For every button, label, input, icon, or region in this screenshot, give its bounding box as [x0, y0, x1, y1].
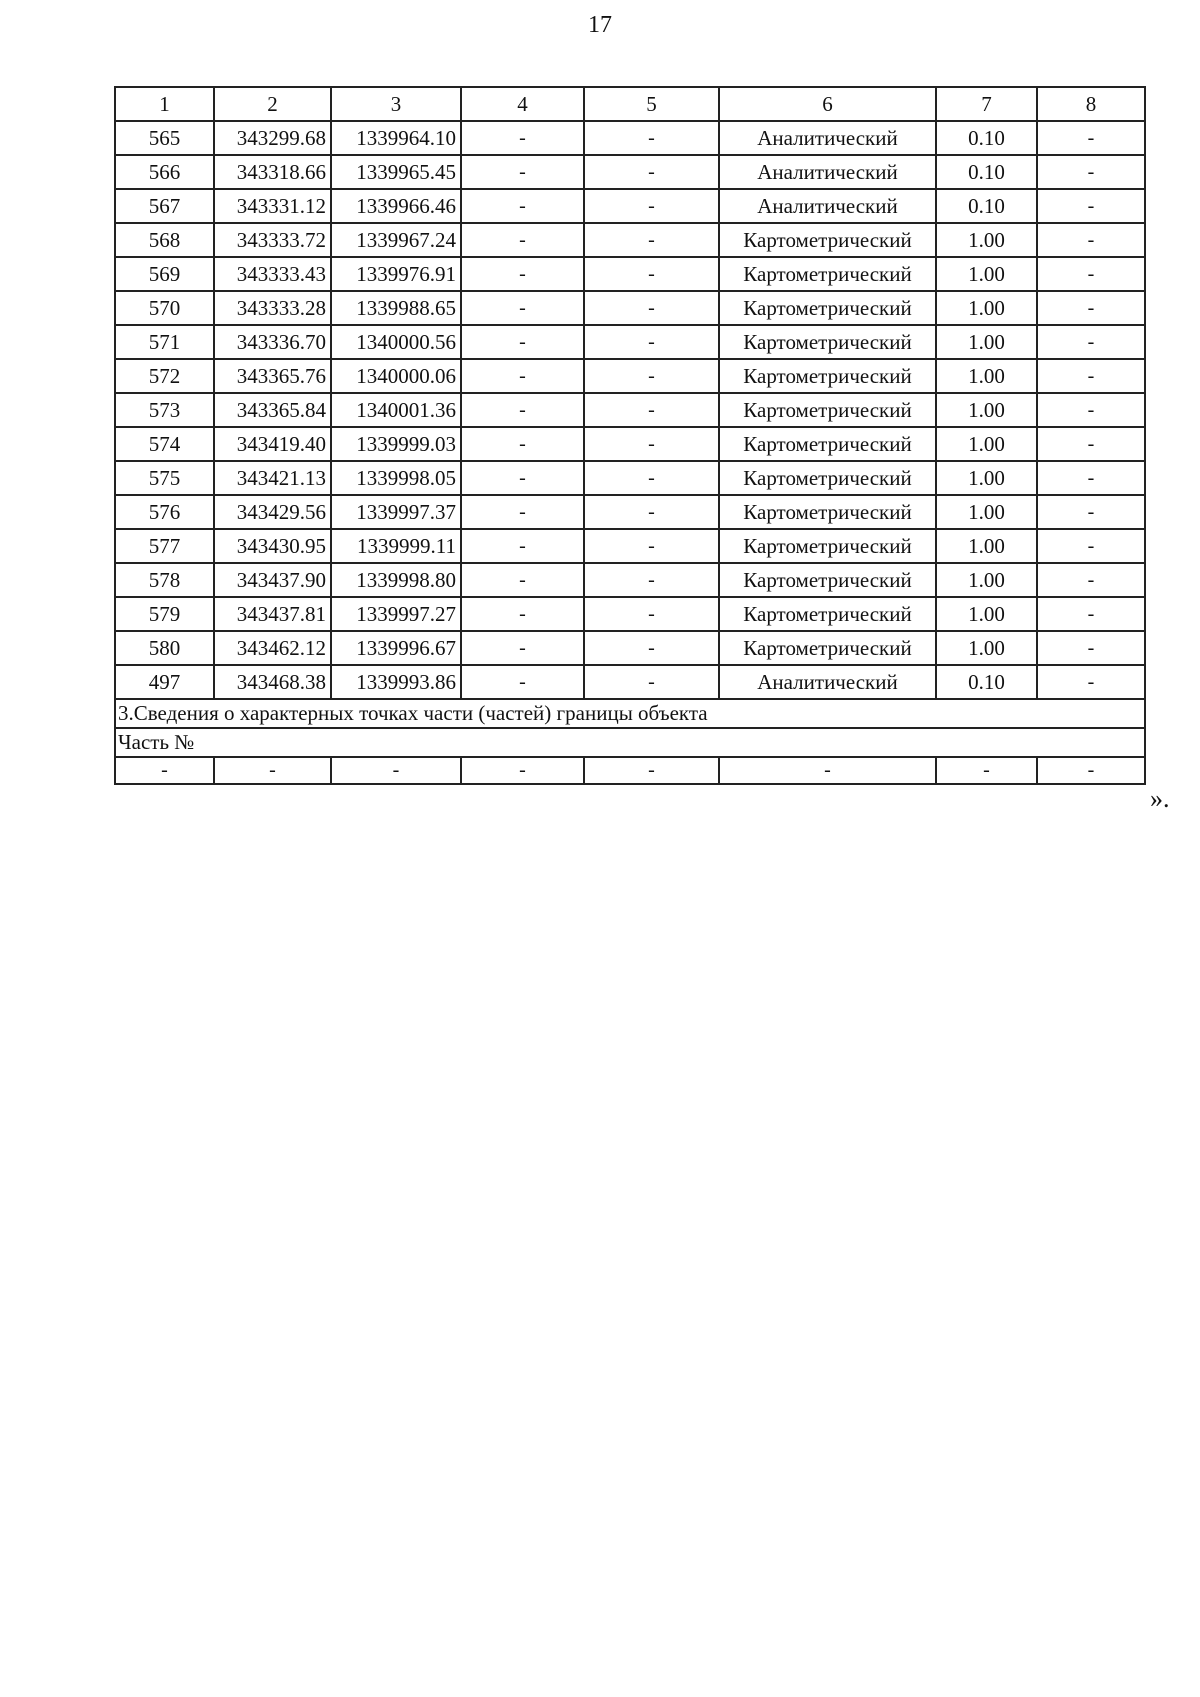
col4-cell: - — [461, 495, 584, 529]
y-coordinate-cell: 1340000.56 — [331, 325, 461, 359]
point-number-cell: 578 — [115, 563, 214, 597]
col8-cell: - — [1037, 223, 1145, 257]
col5-cell: - — [584, 359, 719, 393]
col8-cell: - — [1037, 189, 1145, 223]
header-cell: 5 — [584, 87, 719, 121]
table-row — [115, 427, 1145, 461]
col4-cell: - — [461, 291, 584, 325]
method-cell: Аналитический — [719, 155, 936, 189]
col4-cell: - — [461, 665, 584, 699]
col8-cell: - — [1037, 155, 1145, 189]
method-cell: Картометрический — [719, 393, 936, 427]
col8-cell: - — [1037, 563, 1145, 597]
accuracy-cell: 1.00 — [936, 223, 1037, 257]
accuracy-cell: 1.00 — [936, 325, 1037, 359]
point-number-cell: 574 — [115, 427, 214, 461]
header-cell: 8 — [1037, 87, 1145, 121]
header-row — [115, 87, 1145, 121]
x-coordinate-cell: 343421.13 — [214, 461, 331, 495]
method-cell: Картометрический — [719, 291, 936, 325]
x-coordinate-cell: 343333.43 — [214, 257, 331, 291]
table-row — [115, 597, 1145, 631]
col5-cell: - — [584, 393, 719, 427]
col8-cell: - — [1037, 393, 1145, 427]
accuracy-cell: 0.10 — [936, 155, 1037, 189]
table-row — [115, 631, 1145, 665]
y-coordinate-cell: 1339998.80 — [331, 563, 461, 597]
point-number-cell: 577 — [115, 529, 214, 563]
header-cell: 1 — [115, 87, 214, 121]
table-row — [115, 121, 1145, 155]
col8-cell: - — [1037, 529, 1145, 563]
header-cell: 2 — [214, 87, 331, 121]
point-number-cell: 567 — [115, 189, 214, 223]
table-row — [115, 155, 1145, 189]
accuracy-cell: 1.00 — [936, 597, 1037, 631]
col4-cell: - — [461, 597, 584, 631]
coordinates-table — [114, 86, 1146, 785]
col4-cell: - — [461, 529, 584, 563]
method-cell: Картометрический — [719, 529, 936, 563]
empty-cell: - — [461, 757, 584, 784]
col5-cell: - — [584, 665, 719, 699]
col5-cell: - — [584, 291, 719, 325]
table-row — [115, 325, 1145, 359]
accuracy-cell: 1.00 — [936, 291, 1037, 325]
accuracy-cell: 1.00 — [936, 631, 1037, 665]
method-cell: Аналитический — [719, 665, 936, 699]
col4-cell: - — [461, 359, 584, 393]
point-number-cell: 568 — [115, 223, 214, 257]
col5-cell: - — [584, 121, 719, 155]
table-row — [115, 665, 1145, 699]
x-coordinate-cell: 343333.72 — [214, 223, 331, 257]
col5-cell: - — [584, 597, 719, 631]
col4-cell: - — [461, 427, 584, 461]
x-coordinate-cell: 343365.84 — [214, 393, 331, 427]
col8-cell: - — [1037, 359, 1145, 393]
x-coordinate-cell: 343419.40 — [214, 427, 331, 461]
empty-cell: - — [214, 757, 331, 784]
col8-cell: - — [1037, 257, 1145, 291]
method-cell: Аналитический — [719, 189, 936, 223]
section-title: 3.Сведения о характерных точках части (частей) границы объекта — [115, 699, 1145, 728]
y-coordinate-cell: 1339999.11 — [331, 529, 461, 563]
col5-cell: - — [584, 155, 719, 189]
x-coordinate-cell: 343430.95 — [214, 529, 331, 563]
col5-cell: - — [584, 631, 719, 665]
method-cell: Картометрический — [719, 597, 936, 631]
point-number-cell: 575 — [115, 461, 214, 495]
col8-cell: - — [1037, 461, 1145, 495]
table-row — [115, 563, 1145, 597]
y-coordinate-cell: 1339976.91 — [331, 257, 461, 291]
method-cell: Картометрический — [719, 257, 936, 291]
col8-cell: - — [1037, 597, 1145, 631]
col4-cell: - — [461, 325, 584, 359]
y-coordinate-cell: 1340000.06 — [331, 359, 461, 393]
point-number-cell: 569 — [115, 257, 214, 291]
col5-cell: - — [584, 325, 719, 359]
y-coordinate-cell: 1339964.10 — [331, 121, 461, 155]
table-row — [115, 223, 1145, 257]
accuracy-cell: 1.00 — [936, 495, 1037, 529]
header-cell: 3 — [331, 87, 461, 121]
point-number-cell: 497 — [115, 665, 214, 699]
accuracy-cell: 0.10 — [936, 189, 1037, 223]
x-coordinate-cell: 343437.90 — [214, 563, 331, 597]
method-cell: Аналитический — [719, 121, 936, 155]
col8-cell: - — [1037, 495, 1145, 529]
x-coordinate-cell: 343331.12 — [214, 189, 331, 223]
header-cell: 4 — [461, 87, 584, 121]
accuracy-cell: 0.10 — [936, 121, 1037, 155]
y-coordinate-cell: 1339997.27 — [331, 597, 461, 631]
x-coordinate-cell: 343318.66 — [214, 155, 331, 189]
accuracy-cell: 1.00 — [936, 563, 1037, 597]
point-number-cell: 565 — [115, 121, 214, 155]
page-number: 17 — [588, 12, 612, 38]
table-row — [115, 529, 1145, 563]
table-row — [115, 495, 1145, 529]
accuracy-cell: 1.00 — [936, 359, 1037, 393]
point-number-cell: 580 — [115, 631, 214, 665]
y-coordinate-cell: 1339999.03 — [331, 427, 461, 461]
empty-cell: - — [1037, 757, 1145, 784]
col8-cell: - — [1037, 291, 1145, 325]
col4-cell: - — [461, 223, 584, 257]
method-cell: Картометрический — [719, 325, 936, 359]
y-coordinate-cell: 1339965.45 — [331, 155, 461, 189]
col8-cell: - — [1037, 121, 1145, 155]
y-coordinate-cell: 1339988.65 — [331, 291, 461, 325]
y-coordinate-cell: 1339967.24 — [331, 223, 461, 257]
col4-cell: - — [461, 631, 584, 665]
point-number-cell: 571 — [115, 325, 214, 359]
col4-cell: - — [461, 189, 584, 223]
x-coordinate-cell: 343333.28 — [214, 291, 331, 325]
empty-cell: - — [331, 757, 461, 784]
part-label-row — [115, 728, 1145, 757]
empty-cell: - — [584, 757, 719, 784]
y-coordinate-cell: 1339997.37 — [331, 495, 461, 529]
col4-cell: - — [461, 257, 584, 291]
point-number-cell: 572 — [115, 359, 214, 393]
col8-cell: - — [1037, 325, 1145, 359]
col5-cell: - — [584, 529, 719, 563]
col4-cell: - — [461, 393, 584, 427]
x-coordinate-cell: 343462.12 — [214, 631, 331, 665]
col5-cell: - — [584, 257, 719, 291]
y-coordinate-cell: 1339966.46 — [331, 189, 461, 223]
table-row — [115, 393, 1145, 427]
col4-cell: - — [461, 121, 584, 155]
method-cell: Картометрический — [719, 563, 936, 597]
header-cell: 6 — [719, 87, 936, 121]
col5-cell: - — [584, 495, 719, 529]
accuracy-cell: 1.00 — [936, 529, 1037, 563]
x-coordinate-cell: 343336.70 — [214, 325, 331, 359]
table-row — [115, 189, 1145, 223]
col4-cell: - — [461, 563, 584, 597]
table-row — [115, 257, 1145, 291]
empty-cell: - — [719, 757, 936, 784]
method-cell: Картометрический — [719, 461, 936, 495]
col4-cell: - — [461, 155, 584, 189]
col5-cell: - — [584, 427, 719, 461]
x-coordinate-cell: 343299.68 — [214, 121, 331, 155]
accuracy-cell: 1.00 — [936, 257, 1037, 291]
y-coordinate-cell: 1339996.67 — [331, 631, 461, 665]
x-coordinate-cell: 343468.38 — [214, 665, 331, 699]
col8-cell: - — [1037, 427, 1145, 461]
point-number-cell: 570 — [115, 291, 214, 325]
col5-cell: - — [584, 189, 719, 223]
col4-cell: - — [461, 461, 584, 495]
col5-cell: - — [584, 223, 719, 257]
accuracy-cell: 0.10 — [936, 665, 1037, 699]
empty-cell: - — [936, 757, 1037, 784]
point-number-cell: 566 — [115, 155, 214, 189]
empty-cell: - — [115, 757, 214, 784]
method-cell: Картометрический — [719, 427, 936, 461]
y-coordinate-cell: 1339998.05 — [331, 461, 461, 495]
empty-part-row — [115, 757, 1145, 784]
method-cell: Картометрический — [719, 631, 936, 665]
point-number-cell: 576 — [115, 495, 214, 529]
table-row — [115, 359, 1145, 393]
x-coordinate-cell: 343429.56 — [214, 495, 331, 529]
y-coordinate-cell: 1339993.86 — [331, 665, 461, 699]
accuracy-cell: 1.00 — [936, 461, 1037, 495]
x-coordinate-cell: 343365.76 — [214, 359, 331, 393]
col8-cell: - — [1037, 631, 1145, 665]
table-row — [115, 461, 1145, 495]
method-cell: Картометрический — [719, 359, 936, 393]
closing-quote-mark: ». — [1150, 784, 1170, 813]
col8-cell: - — [1037, 665, 1145, 699]
accuracy-cell: 1.00 — [936, 427, 1037, 461]
table-row — [115, 291, 1145, 325]
x-coordinate-cell: 343437.81 — [214, 597, 331, 631]
method-cell: Картометрический — [719, 495, 936, 529]
header-cell: 7 — [936, 87, 1037, 121]
part-label: Часть № — [115, 728, 1145, 757]
accuracy-cell: 1.00 — [936, 393, 1037, 427]
method-cell: Картометрический — [719, 223, 936, 257]
col5-cell: - — [584, 461, 719, 495]
point-number-cell: 579 — [115, 597, 214, 631]
section-title-row — [115, 699, 1145, 728]
col5-cell: - — [584, 563, 719, 597]
point-number-cell: 573 — [115, 393, 214, 427]
y-coordinate-cell: 1340001.36 — [331, 393, 461, 427]
